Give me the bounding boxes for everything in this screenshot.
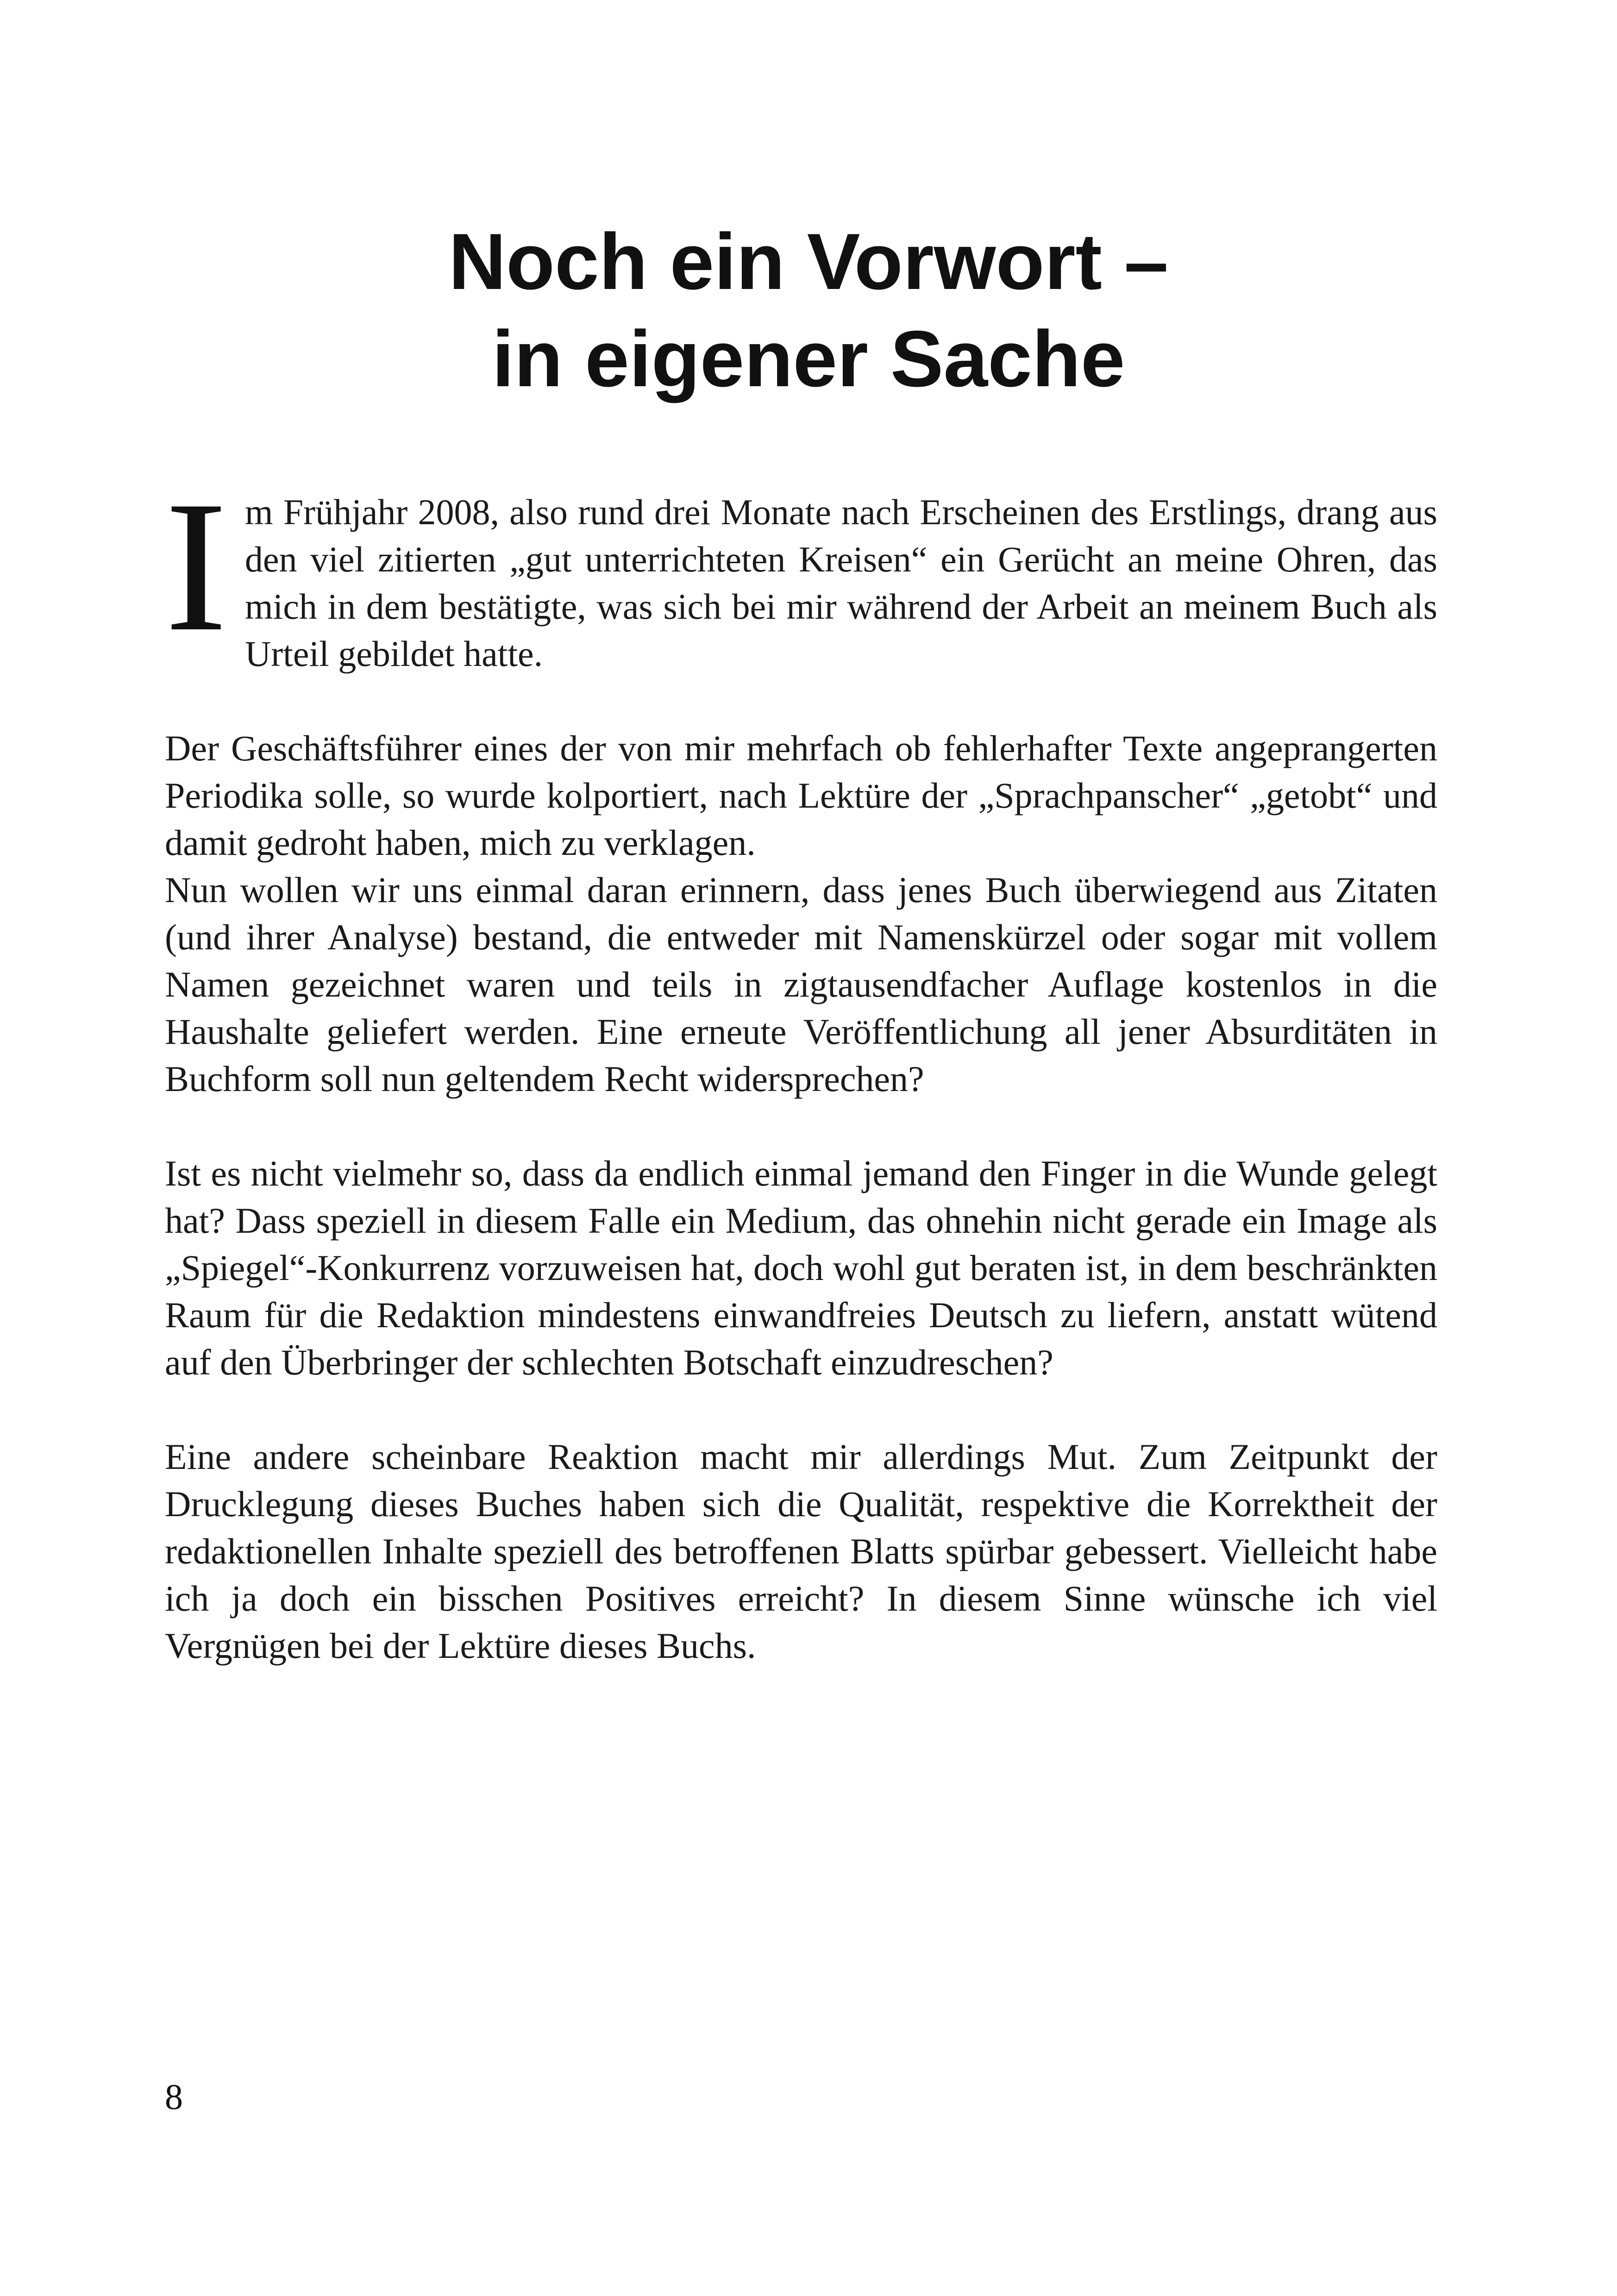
drop-cap: I [165,462,227,670]
paragraph-1-text: m Frühjahr 2008, also rund drei Monate nach Erscheinen des Erstlings, drang aus den viel zitierten „gut unterrichteten Kreisen“ ein Gerücht an meine Ohren, das mich in dem bestätigte, was sich bei mir während der Arbeit an meinem Buch als Urteil gebildet hatte. [244,492,1437,674]
paragraph-2: Der Geschäftsführer eines der von mir mehrfach ob fehlerhafter Texte angeprangerten Periodika solle, so wurde kolportiert, nach Lektüre der „Sprachpanscher“ „getobt“ und damit gedroht haben, mich zu verklagen. [165,728,1437,863]
paragraph-gap [165,1103,1437,1150]
title-line-2: in eigener Sache [492,314,1125,403]
paragraph-gap [165,1386,1437,1433]
page-title [0,213,1617,408]
title-line-1: Noch ein Vorwort – [448,217,1169,306]
paragraph-gap [165,678,1437,725]
paragraph-5: Eine andere scheinbare Reaktion macht mir allerdings Mut. Zum Zeitpunkt der Drucklegung dieses Buches haben sich die Qualität, respektive die Korrektheit der redaktionellen Inhalte speziell des betroffenen Blatts spürbar gebessert. Vielleicht habe ich ja doch ein bisschen Positives erreicht? In diesem Sinne wünsche ich viel Vergnügen bei der Lektüre dieses Buchs. [165,1437,1437,1666]
page-number: 8 [165,2076,183,2117]
paragraph-3: Nun wollen wir uns einmal daran erinnern, dass jenes Buch überwiegend aus Zitaten (und ihrer Analyse) bestand, die entweder mit Namenskürzel oder sogar mit vollem Namen gezeichnet waren und teils in zigtausendfacher Auflage kostenlos in die Haushalte geliefert werden. Eine erneute Veröffentlichung all jener Absurditäten in Buchform soll nun geltendem Recht widersprechen? [165,870,1437,1099]
paragraph-1 [165,462,1437,678]
paragraph-4: Ist es nicht vielmehr so, dass da endlich einmal jemand den Finger in die Wunde gelegt hat? Dass speziell in diesem Falle ein Medium, das ohnehin nicht gerade ein Image als „Spiegel“-Konkurrenz vorzuweisen hat, doch wohl gut beraten ist, in dem beschränkten Raum für die Redaktion mindestens einwandfreies Deutsch zu liefern, anstatt wütend auf den Überbringer der schlechten Botschaft einzudreschen? [165,1153,1437,1382]
body-text [165,462,1437,1669]
